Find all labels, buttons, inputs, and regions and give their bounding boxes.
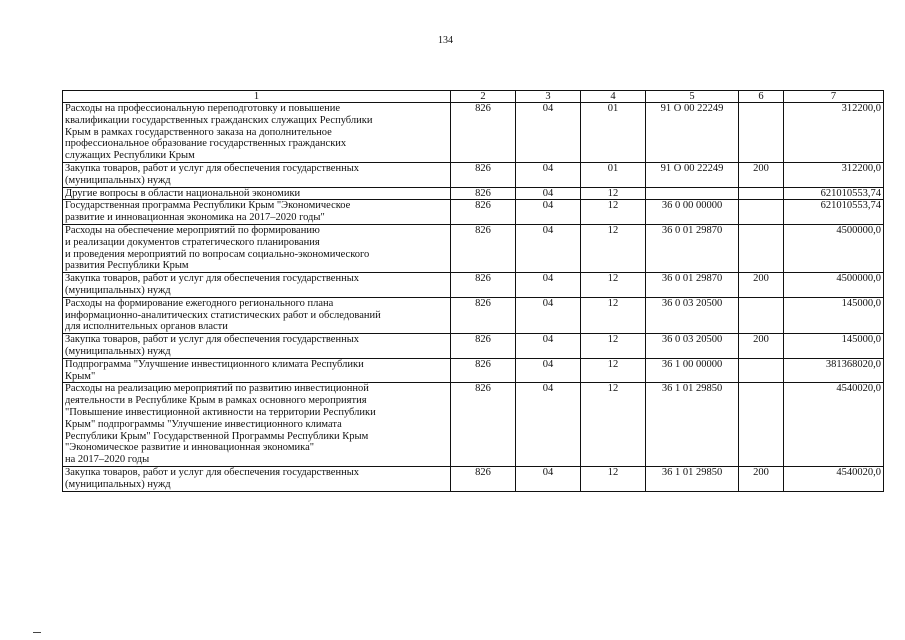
header-row: [63, 91, 884, 103]
cell-col-4: 12: [581, 334, 646, 359]
cell-col-3: 04: [516, 334, 581, 359]
cell-col-3: 04: [516, 466, 581, 491]
table-row: [63, 466, 884, 491]
table-row: [63, 224, 884, 272]
cell-col-3: 04: [516, 297, 581, 333]
cell-amount: 312200,0: [784, 162, 884, 187]
cell-col-4: 12: [581, 358, 646, 383]
table-row: [63, 334, 884, 359]
cell-col-3: 04: [516, 200, 581, 225]
cell-col-3: 04: [516, 187, 581, 200]
cell-col-5: 91 О 00 22249: [646, 103, 739, 163]
header-col-6: 6: [739, 91, 784, 103]
cell-col-5: 36 0 01 29870: [646, 224, 739, 272]
cell-amount: 621010553,74: [784, 187, 884, 200]
cell-col-5: 36 0 03 20500: [646, 334, 739, 359]
cell-amount: 621010553,74: [784, 200, 884, 225]
cell-name: Расходы на обеспечение мероприятий по формированию и реализации документов стратегического планирования и проведения мероприятий по вопросам социально-экономического развития Республики Крым: [63, 224, 451, 272]
cell-col-2: 826: [451, 162, 516, 187]
cell-amount: 4500000,0: [784, 224, 884, 272]
header-col-7: 7: [784, 91, 884, 103]
cell-col-5: 36 1 00 00000: [646, 358, 739, 383]
cell-col-3: 04: [516, 224, 581, 272]
cell-col-3: 04: [516, 383, 581, 467]
cell-col-4: 01: [581, 103, 646, 163]
cell-col-3: 04: [516, 162, 581, 187]
cell-col-5: 91 О 00 22249: [646, 162, 739, 187]
cell-col-5: 36 0 01 29870: [646, 273, 739, 298]
cell-col-2: 826: [451, 297, 516, 333]
cell-col-4: 01: [581, 162, 646, 187]
cell-amount: 4540020,0: [784, 466, 884, 491]
cell-name: Закупка товаров, работ и услуг для обеспечения государственных (муниципальных) нужд: [63, 273, 451, 298]
cell-name: Закупка товаров, работ и услуг для обеспечения государственных (муниципальных) нужд: [63, 334, 451, 359]
table-row: [63, 297, 884, 333]
cell-name: Расходы на формирование ежегодного регионального плана информационно-аналитических статистических работ и обследований для исполнительных органов власти: [63, 297, 451, 333]
cell-col-5: 36 0 00 00000: [646, 200, 739, 225]
table-row: [63, 273, 884, 298]
header-col-3: 3: [516, 91, 581, 103]
cell-col-2: 826: [451, 383, 516, 467]
cell-col-2: 826: [451, 103, 516, 163]
cell-col-6: [739, 358, 784, 383]
cell-col-6: [739, 297, 784, 333]
cell-col-6: 200: [739, 162, 784, 187]
cell-col-5: 36 1 01 29850: [646, 383, 739, 467]
cell-col-4: 12: [581, 466, 646, 491]
cell-name: Закупка товаров, работ и услуг для обеспечения государственных (муниципальных) нужд: [63, 466, 451, 491]
cell-col-4: 12: [581, 383, 646, 467]
cell-col-2: 826: [451, 358, 516, 383]
cell-col-2: 826: [451, 224, 516, 272]
cell-col-3: 04: [516, 273, 581, 298]
cell-name: Закупка товаров, работ и услуг для обеспечения государственных (муниципальных) нужд: [63, 162, 451, 187]
header-col-5: 5: [646, 91, 739, 103]
cell-col-4: 12: [581, 187, 646, 200]
table-row: [63, 103, 884, 163]
cell-col-6: [739, 200, 784, 225]
cell-name: Подпрограмма "Улучшение инвестиционного климата Республики Крым": [63, 358, 451, 383]
cell-name: Расходы на реализацию мероприятий по развитию инвестиционной деятельности в Республике Крым в рамках основного мероприятия "Повышение инвестиционной активности на территории Республики Крым" подпрограммы "Улучшение инвестиционного климата Республики Крым" Государственной Программы Республики Крым "Экономическое развитие и инновационная экономика" на 2017–2020 годы: [63, 383, 451, 467]
cell-name: Государственная программа Республики Крым "Экономическое развитие и инновационная экономика на 2017–2020 годы": [63, 200, 451, 225]
cell-col-5: 36 1 01 29850: [646, 466, 739, 491]
cell-col-6: [739, 383, 784, 467]
cell-col-6: 200: [739, 334, 784, 359]
cell-col-6: [739, 103, 784, 163]
cell-col-4: 12: [581, 224, 646, 272]
header-col-2: 2: [451, 91, 516, 103]
cell-col-2: 826: [451, 273, 516, 298]
cell-col-6: 200: [739, 466, 784, 491]
cell-amount: 4500000,0: [784, 273, 884, 298]
table-body: [63, 103, 884, 492]
table-row: [63, 187, 884, 200]
header-col-4: 4: [581, 91, 646, 103]
cell-col-2: 826: [451, 187, 516, 200]
table-row: [63, 162, 884, 187]
cell-col-5: [646, 187, 739, 200]
cell-amount: 4540020,0: [784, 383, 884, 467]
cell-col-2: 826: [451, 334, 516, 359]
cell-col-4: 12: [581, 273, 646, 298]
cell-name: Другие вопросы в области национальной экономики: [63, 187, 451, 200]
scan-mark: [33, 632, 41, 633]
cell-col-3: 04: [516, 103, 581, 163]
cell-col-6: [739, 187, 784, 200]
cell-amount: 145000,0: [784, 334, 884, 359]
cell-col-4: 12: [581, 200, 646, 225]
cell-col-6: 200: [739, 273, 784, 298]
cell-col-5: 36 0 03 20500: [646, 297, 739, 333]
table-row: [63, 358, 884, 383]
cell-col-2: 826: [451, 200, 516, 225]
budget-table: [62, 90, 884, 492]
header-col-1: 1: [63, 91, 451, 103]
cell-col-6: [739, 224, 784, 272]
cell-col-2: 826: [451, 466, 516, 491]
cell-name: Расходы на профессиональную переподготовку и повышение квалификации государственных гражданских служащих Республики Крым в рамках государственного заказа на дополнительное профессиональное образование государственных гражданских служащих Республики Крым: [63, 103, 451, 163]
table-row: [63, 200, 884, 225]
cell-amount: 312200,0: [784, 103, 884, 163]
table-row: [63, 383, 884, 467]
cell-col-3: 04: [516, 358, 581, 383]
cell-col-4: 12: [581, 297, 646, 333]
page-number: 134: [438, 35, 453, 46]
cell-amount: 381368020,0: [784, 358, 884, 383]
cell-amount: 145000,0: [784, 297, 884, 333]
